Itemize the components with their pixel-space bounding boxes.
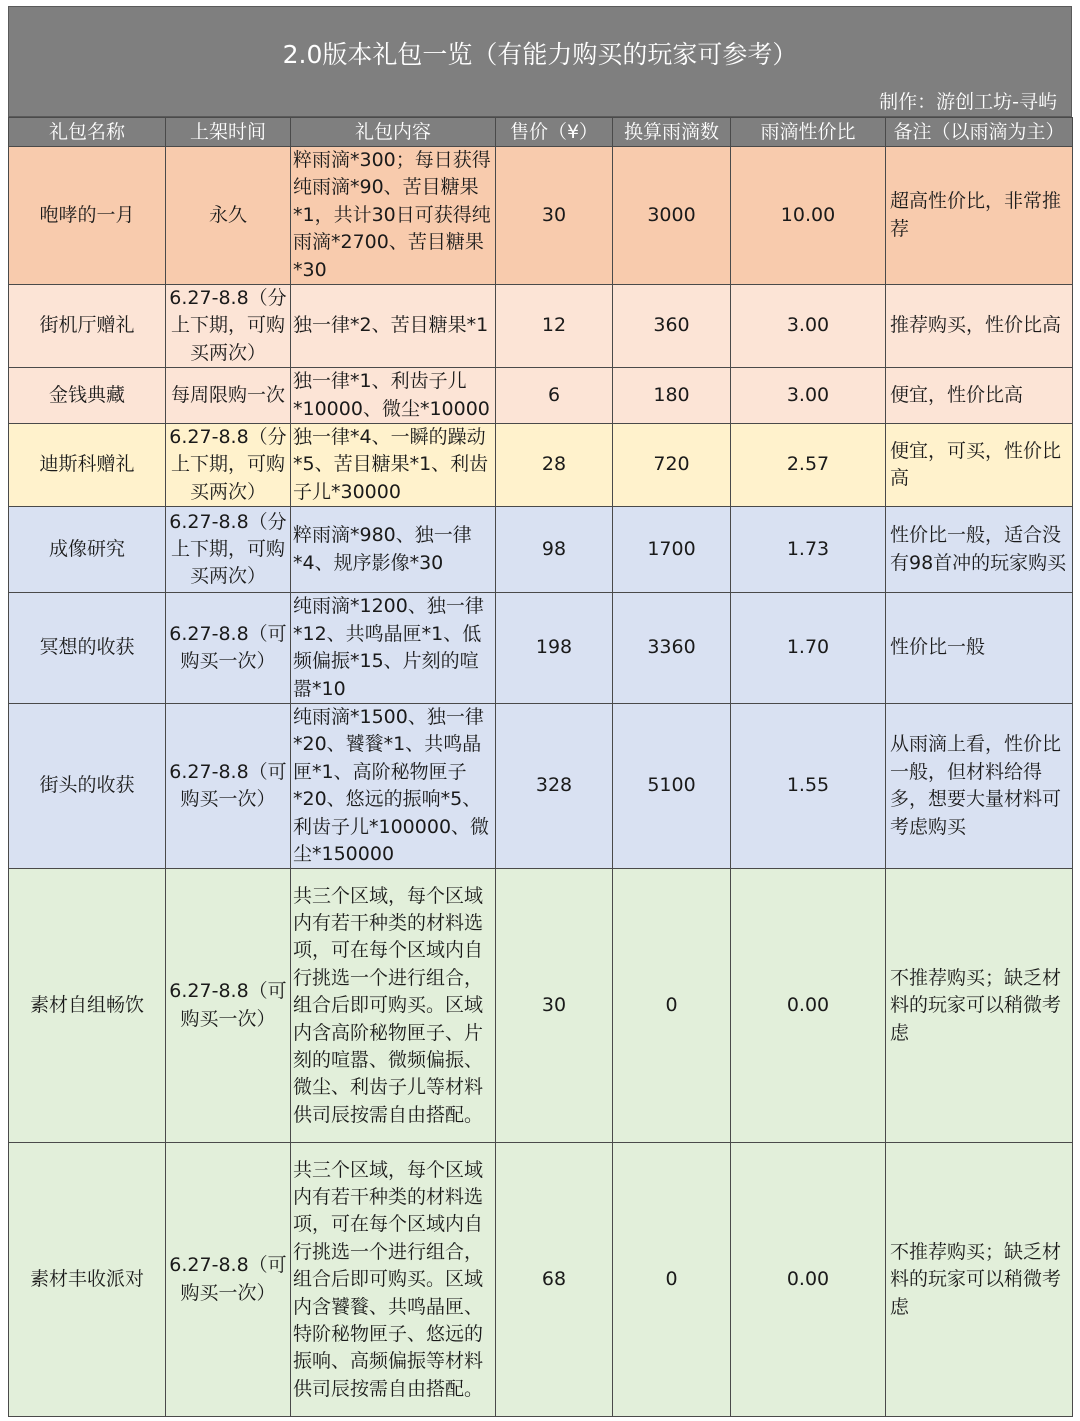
table-row	[9, 368, 1073, 424]
price-cell: 68	[496, 1143, 613, 1417]
package-name-cell: 金钱典藏	[9, 368, 166, 424]
value-ratio-cell: 0.00	[731, 1143, 886, 1417]
column-header: 备注（以雨滴为主）	[886, 118, 1073, 147]
table-row	[9, 593, 1073, 704]
remark-cell: 性价比一般，适合没有98首冲的玩家购买	[886, 507, 1073, 593]
package-contents-cell: 独一律*4、一瞬的躁动*5、苦目糖果*1、利齿子儿*30000	[291, 424, 496, 507]
price-cell: 6	[496, 368, 613, 424]
release-time-cell: 永久	[166, 147, 291, 285]
release-time-cell: 6.27-8.8（可购买一次）	[166, 1143, 291, 1417]
price-cell: 28	[496, 424, 613, 507]
release-time-cell: 6.27-8.8（分上下期，可购买两次）	[166, 285, 291, 368]
raindrop-count-cell: 720	[613, 424, 731, 507]
title-banner	[8, 6, 1072, 117]
value-ratio-cell: 1.55	[731, 703, 886, 868]
column-header: 换算雨滴数	[613, 118, 731, 147]
raindrop-count-cell: 0	[613, 1143, 731, 1417]
remark-cell: 不推荐购买；缺乏材料的玩家可以稍微考虑	[886, 1143, 1073, 1417]
release-time-cell: 6.27-8.8（分上下期，可购买两次）	[166, 507, 291, 593]
table-row	[9, 147, 1073, 285]
package-name-cell: 迪斯科赠礼	[9, 424, 166, 507]
page-title: 2.0版本礼包一览（有能力购买的玩家可参考）	[282, 40, 798, 69]
raindrop-count-cell: 3360	[613, 593, 731, 704]
release-time-cell: 6.27-8.8（可购买一次）	[166, 703, 291, 868]
value-ratio-cell: 3.00	[731, 285, 886, 368]
package-contents-cell: 纯雨滴*1500、独一律*20、饕餮*1、共鸣晶匣*1、高阶秘物匣子*20、悠远的振响*5、利齿子儿*100000、微尘*150000	[291, 703, 496, 868]
gift-pack-sheet	[8, 6, 1072, 1417]
package-contents-cell: 纯雨滴*1200、独一律*12、共鸣晶匣*1、低频偏振*15、片刻的喧嚣*10	[291, 593, 496, 704]
price-cell: 30	[496, 869, 613, 1143]
remark-cell: 不推荐购买；缺乏材料的玩家可以稍微考虑	[886, 869, 1073, 1143]
remark-cell: 便宜，可买，性价比高	[886, 424, 1073, 507]
table-row	[9, 703, 1073, 868]
package-name-cell: 街机厅赠礼	[9, 285, 166, 368]
table-row	[9, 424, 1073, 507]
column-header: 雨滴性价比	[731, 118, 886, 147]
remark-cell: 从雨滴上看，性价比一般，但材料给得多，想要大量材料可考虑购买	[886, 703, 1073, 868]
header-row	[9, 118, 1073, 147]
remark-cell: 超高性价比，非常推荐	[886, 147, 1073, 285]
raindrop-count-cell: 3000	[613, 147, 731, 285]
package-name-cell: 咆哮的一月	[9, 147, 166, 285]
price-cell: 30	[496, 147, 613, 285]
table-row	[9, 507, 1073, 593]
raindrop-count-cell: 360	[613, 285, 731, 368]
package-name-cell: 成像研究	[9, 507, 166, 593]
package-name-cell: 冥想的收获	[9, 593, 166, 704]
remark-cell: 便宜，性价比高	[886, 368, 1073, 424]
raindrop-count-cell: 1700	[613, 507, 731, 593]
package-contents-cell: 独一律*2、苦目糖果*1	[291, 285, 496, 368]
release-time-cell: 6.27-8.8（分上下期，可购买两次）	[166, 424, 291, 507]
column-header: 礼包名称	[9, 118, 166, 147]
raindrop-count-cell: 180	[613, 368, 731, 424]
value-ratio-cell: 2.57	[731, 424, 886, 507]
remark-cell: 推荐购买，性价比高	[886, 285, 1073, 368]
value-ratio-cell: 3.00	[731, 368, 886, 424]
package-contents-cell: 独一律*1、利齿子儿*10000、微尘*10000	[291, 368, 496, 424]
raindrop-count-cell: 0	[613, 869, 731, 1143]
value-ratio-cell: 1.70	[731, 593, 886, 704]
remark-cell: 性价比一般	[886, 593, 1073, 704]
price-cell: 98	[496, 507, 613, 593]
package-contents-cell: 粹雨滴*300；每日获得纯雨滴*90、苦目糖果*1，共计30日可获得纯雨滴*2700、苦目糖果*30	[291, 147, 496, 285]
release-time-cell: 6.27-8.8（可购买一次）	[166, 869, 291, 1143]
package-name-cell: 素材自组畅饮	[9, 869, 166, 1143]
package-contents-cell: 粹雨滴*980、独一律*4、规序影像*30	[291, 507, 496, 593]
table-row	[9, 1143, 1073, 1417]
package-name-cell: 素材丰收派对	[9, 1143, 166, 1417]
credit-label: 制作：游创工坊-寻屿	[879, 91, 1057, 113]
price-cell: 328	[496, 703, 613, 868]
table-row	[9, 285, 1073, 368]
release-time-cell: 6.27-8.8（可购买一次）	[166, 593, 291, 704]
gift-pack-table	[8, 117, 1073, 1417]
table-row	[9, 869, 1073, 1143]
value-ratio-cell: 1.73	[731, 507, 886, 593]
price-cell: 198	[496, 593, 613, 704]
package-name-cell: 街头的收获	[9, 703, 166, 868]
price-cell: 12	[496, 285, 613, 368]
column-header: 售价（¥）	[496, 118, 613, 147]
value-ratio-cell: 10.00	[731, 147, 886, 285]
package-contents-cell: 共三个区域，每个区域内有若干种类的材料选项，可在每个区域内自行挑选一个进行组合，组合后即可购买。区域内含饕餮、共鸣晶匣、特阶秘物匣子、悠远的振响、高频偏振等材料供司辰按需自由搭配。	[291, 1143, 496, 1417]
value-ratio-cell: 0.00	[731, 869, 886, 1143]
column-header: 上架时间	[166, 118, 291, 147]
column-header: 礼包内容	[291, 118, 496, 147]
release-time-cell: 每周限购一次	[166, 368, 291, 424]
raindrop-count-cell: 5100	[613, 703, 731, 868]
package-contents-cell: 共三个区域，每个区域内有若干种类的材料选项，可在每个区域内自行挑选一个进行组合，组合后即可购买。区域内含高阶秘物匣子、片刻的喧嚣、微频偏振、微尘、利齿子儿等材料供司辰按需自由搭配。	[291, 869, 496, 1143]
